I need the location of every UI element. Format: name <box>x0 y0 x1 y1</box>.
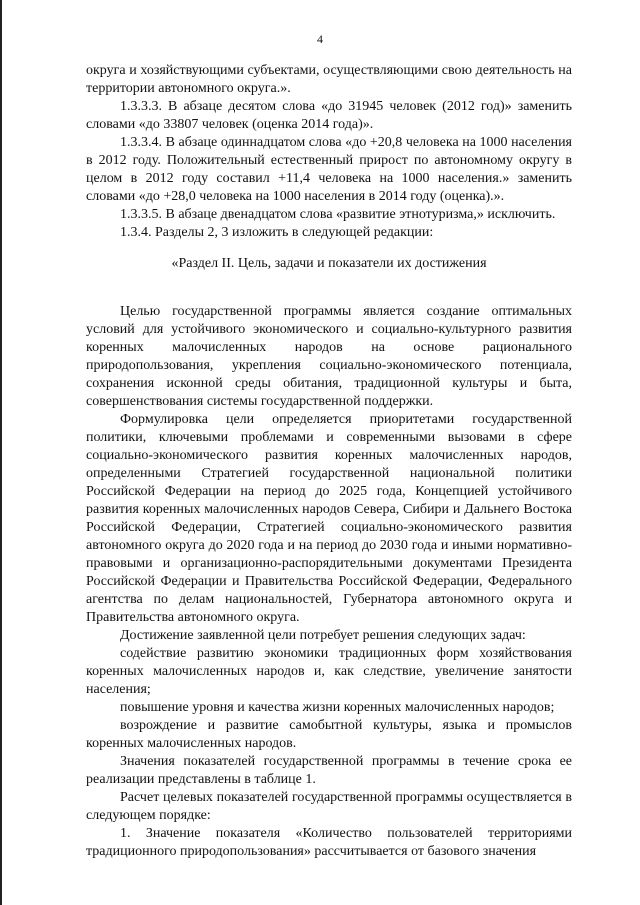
paragraph-indicators: Значения показателей государственной программы в течение срока ее реализации представлены в таблице 1. <box>86 754 572 787</box>
page-number: 4 <box>317 32 323 46</box>
scan-edge-line <box>0 0 2 905</box>
document-body <box>86 62 572 861</box>
paragraph-1-3-3-4: 1.3.3.4. В абзаце одиннадцатом слова «до +20,8 человека на 1000 населения в 2012 году. Положительный естественный прирост по автономному округу в целом в 2012 году составил +11,4 человека на 1000 населения.» заменить словами «до +28,0 человека на 1000 населения в 2014 году (оценка).». <box>86 135 572 204</box>
section-heading: «Раздел II. Цель, задачи и показатели их достижения <box>171 256 487 271</box>
paragraph-indicator-1: 1. Значение показателя «Количество пользователей территориями традиционного природопользования» рассчитывается от базового значения <box>86 826 572 859</box>
paragraph-task-3: возрождение и развитие самобытной культуры, языка и промыслов коренных малочисленных народов. <box>86 718 572 751</box>
paragraph-goal-formulation: Формулировка цели определяется приоритетами государственной политики, ключевыми проблемами и современными вызовами в сфере социально-экономического развития коренных малочисленных народов, определенными Стратегией государственной национальной политики Российской Федерации на период до 2025 года, Концепцией устойчивого развития коренных малочисленных народов Севера, Сибири и Дальнего Востока Российской Федерации, Стратегией социально-экономического развития автономного округа до 2020 года и на период до 2030 года и иными нормативно-правовыми и организационно-распорядительными документами Президента Российской Федерации и Правительства Российской Федерации, Федерального агентства по делам национальностей, Губернатора автономного округа и Правительства автономного округа. <box>86 412 572 625</box>
paragraph-1-3-3-3: 1.3.3.3. В абзаце десятом слова «до 31945 человек (2012 год)» заменить словами «до 33807 человек (оценка 2014 года)». <box>86 99 572 132</box>
paragraph-goal: Целью государственной программы является создание оптимальных условий для устойчивого экономического и социально-культурного развития коренных малочисленных народов на основе рационального природопользования, укрепления социально-экономического потенциала, сохранения исконной среды обитания, традиционной культуры и быта, совершенствования системы государственной поддержки. <box>86 304 572 409</box>
paragraph-task-1: содействие развитию экономики традиционных форм хозяйствования коренных малочисленных народов и, как следствие, увеличение занятости населения; <box>86 646 572 697</box>
paragraph-1-3-4: 1.3.4. Разделы 2, 3 изложить в следующей редакции: <box>120 225 434 240</box>
paragraph-continuation: округа и хозяйствующими субъектами, осуществляющими свою деятельность на территории автономного округа.». <box>86 63 572 96</box>
paragraph-calculation-order: Расчет целевых показателей государственной программы осуществляется в следующем порядке: <box>86 790 572 823</box>
paragraph-task-2: повышение уровня и качества жизни коренных малочисленных народов; <box>120 700 555 715</box>
paragraph-tasks-intro: Достижение заявленной цели потребует решения следующих задач: <box>120 628 526 643</box>
paragraph-1-3-3-5: 1.3.3.5. В абзаце двенадцатом слова «развитие этнотуризма,» исключить. <box>120 207 556 222</box>
